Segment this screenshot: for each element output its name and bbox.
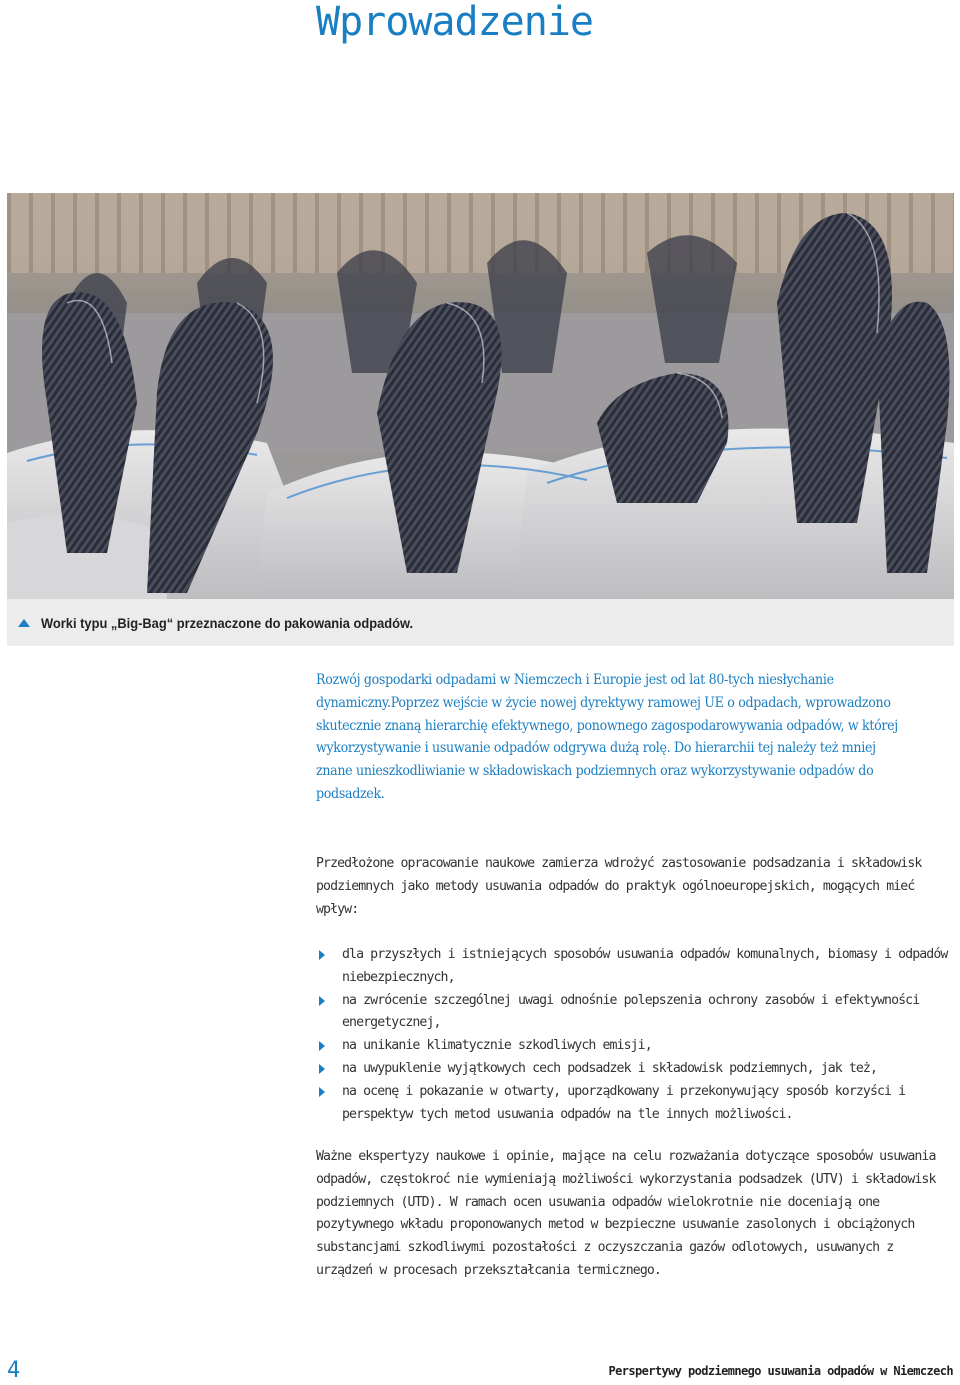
caption-up-arrow-icon [18, 619, 30, 627]
impact-list [316, 944, 956, 1126]
list-item: dla przyszłych i istniejących sposobów usuwania odpadów komunalnych, biomasy i odpadów niebezpiecznych, [316, 944, 956, 990]
caption-text: Worki typu „Big-Bag“ przeznaczone do pakowania odpadów. [41, 614, 414, 631]
bullet-arrow-icon [319, 950, 325, 960]
bullet-arrow-icon [319, 996, 325, 1006]
body-paragraph-2-text: Ważne ekspertyzy naukowe i opinie, mające na celu rozważania dotyczące sposobów usuwania odpadów, częstokroć nie wymieniają możliwości wykorzystania podsadzek (UTV) i składowisk podziemnych (UTD). W ramach ocen usuwania odpadów wielokrotnie nie doceniają one pozytywnego wkładu proponowanych metod w bezpieczne usuwanie zasolonych i obciążonych substancjami szkodliwymi pozostałości z oczyszczania gazów odlotowych, usuwanych z urządzeń w procesach przekształcania termicznego. [316, 1149, 936, 1278]
bullet-arrow-icon [319, 1087, 325, 1097]
big-bag-photo [7, 193, 954, 599]
body-paragraph-1-text: Przedłożone opracowanie naukowe zamierza wdrożyć zastosowanie podsadzania i składowisk podziemnych jako metody usuwania odpadów do praktyk ogólnoeuropejskich, mogących mieć wpływ: [316, 856, 922, 917]
intro-text: Rozwój gospodarki odpadami w Niemczech i Europie jest od lat 80-tych niesłychanie dynamiczny.Poprzez wejście w życie nowej dyrektywy ramowej UE o odpadach, wprowadzono skutecznie znaną hierarchię efektywnego, ponownego zagospodarowywania odpadów, w której wykorzystywanie i usuwanie odpadów odgrywa dużą rolę. Do hierarchii tej należy też mniej znane unieszkodliwianie w składowiskach podziemnych oraz wykorzystywanie odpadów do podsadzek. [316, 672, 898, 802]
body-paragraph-1 [316, 853, 956, 921]
list-item: na uwypuklenie wyjątkowych cech podsadzek i składowisk podziemnych, jak też, [316, 1058, 956, 1081]
intro-paragraph [316, 669, 911, 806]
list-item: na ocenę i pokazanie w otwarty, uporządkowany i przekonywujący sposób korzyści i perspektyw tych metod usuwania odpadów na tle innych możliwości. [316, 1081, 956, 1127]
page-title: Wprowadzenie [316, 0, 593, 45]
page-number: 4 [7, 1358, 21, 1383]
bullet-arrow-icon [319, 1064, 325, 1074]
bullet-arrow-icon [319, 1041, 325, 1051]
list-item: na unikanie klimatycznie szkodliwych emisji, [316, 1035, 956, 1058]
photo-caption [7, 599, 954, 646]
list-item: na zwrócenie szczególnej uwagi odnośnie polepszenia ochrony zasobów i efektywności energetycznej, [316, 990, 956, 1036]
body-paragraph-2 [316, 1146, 956, 1283]
running-title: Perspertywy podziemnego usuwania odpadów w Niemczech [608, 1364, 953, 1378]
